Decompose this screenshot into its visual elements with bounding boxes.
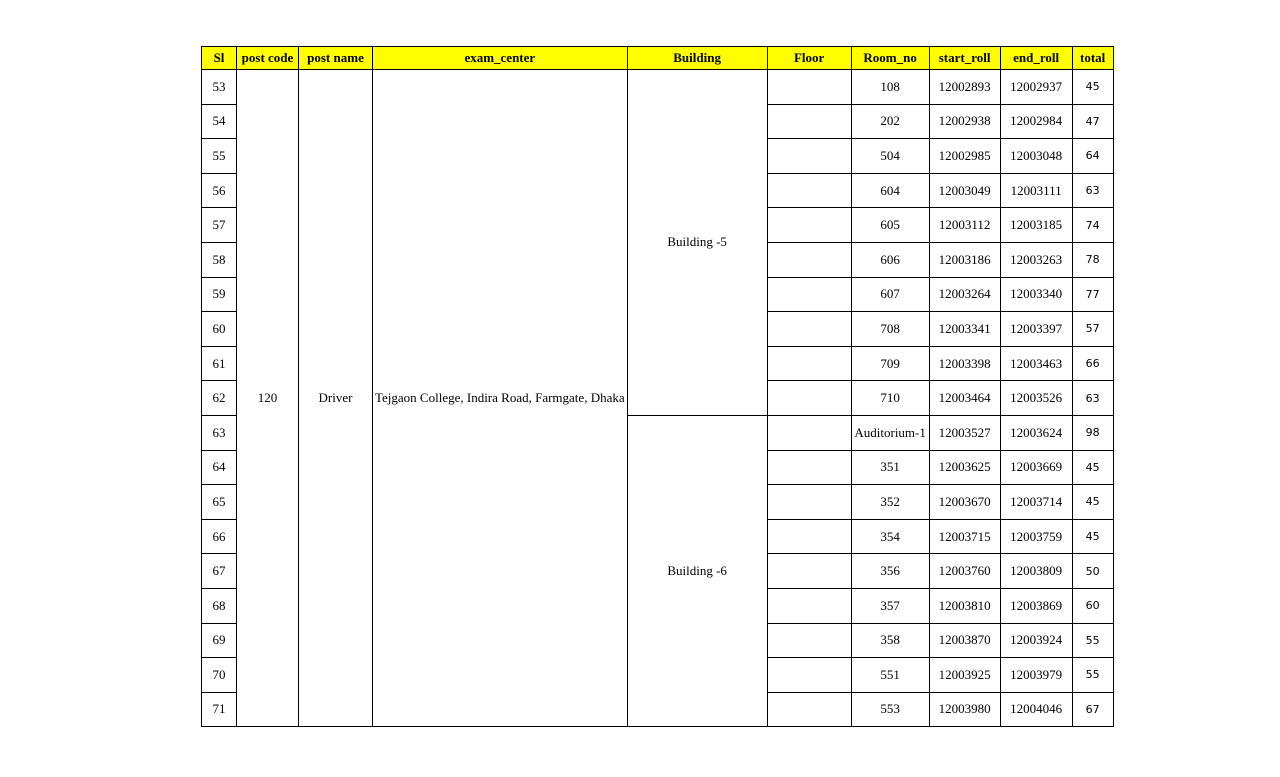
total-cell: 64 xyxy=(1072,139,1113,174)
floor-cell xyxy=(767,242,851,277)
post-code-cell: 120 xyxy=(237,70,299,727)
start-roll-cell: 12003715 xyxy=(929,519,1000,554)
sl-cell: 61 xyxy=(202,346,237,381)
total-cell: 98 xyxy=(1072,415,1113,450)
end-roll-cell: 12003869 xyxy=(1000,588,1072,623)
header-floor: Floor xyxy=(767,47,851,70)
start-roll-cell: 12003625 xyxy=(929,450,1000,485)
header-end-roll: end_roll xyxy=(1000,47,1072,70)
end-roll-cell: 12003263 xyxy=(1000,242,1072,277)
start-roll-cell: 12003670 xyxy=(929,485,1000,520)
sl-cell: 54 xyxy=(202,104,237,139)
end-roll-cell: 12003809 xyxy=(1000,554,1072,589)
end-roll-cell: 12003463 xyxy=(1000,346,1072,381)
start-roll-cell: 12003464 xyxy=(929,381,1000,416)
start-roll-cell: 12003341 xyxy=(929,312,1000,347)
sl-cell: 62 xyxy=(202,381,237,416)
sl-cell: 69 xyxy=(202,623,237,658)
end-roll-cell: 12003111 xyxy=(1000,173,1072,208)
floor-cell xyxy=(767,588,851,623)
header-post-code: post code xyxy=(237,47,299,70)
start-roll-cell: 12003049 xyxy=(929,173,1000,208)
sl-cell: 71 xyxy=(202,692,237,727)
header-total: total xyxy=(1072,47,1113,70)
room-no-cell: 709 xyxy=(851,346,929,381)
room-no-cell: 351 xyxy=(851,450,929,485)
header-room-no: Room_no xyxy=(851,47,929,70)
room-no-cell: 352 xyxy=(851,485,929,520)
header-row xyxy=(202,47,1114,70)
header-start-roll: start_roll xyxy=(929,47,1000,70)
start-roll-cell: 12003760 xyxy=(929,554,1000,589)
room-no-cell: 604 xyxy=(851,173,929,208)
sl-cell: 70 xyxy=(202,658,237,693)
end-roll-cell: 12003340 xyxy=(1000,277,1072,312)
floor-cell xyxy=(767,70,851,105)
start-roll-cell: 12003925 xyxy=(929,658,1000,693)
start-roll-cell: 12003527 xyxy=(929,415,1000,450)
total-cell: 67 xyxy=(1072,692,1113,727)
start-roll-cell: 12003264 xyxy=(929,277,1000,312)
room-no-cell: 708 xyxy=(851,312,929,347)
header-building: Building xyxy=(627,47,767,70)
table-body xyxy=(202,70,1114,727)
total-cell: 63 xyxy=(1072,173,1113,208)
room-no-cell: Auditorium-1 xyxy=(851,415,929,450)
end-roll-cell: 12003714 xyxy=(1000,485,1072,520)
building-cell: Building -6 xyxy=(627,415,767,726)
start-roll-cell: 12002938 xyxy=(929,104,1000,139)
sl-cell: 64 xyxy=(202,450,237,485)
sl-cell: 60 xyxy=(202,312,237,347)
room-no-cell: 354 xyxy=(851,519,929,554)
total-cell: 45 xyxy=(1072,485,1113,520)
sl-cell: 58 xyxy=(202,242,237,277)
total-cell: 45 xyxy=(1072,450,1113,485)
floor-cell xyxy=(767,658,851,693)
floor-cell xyxy=(767,277,851,312)
start-roll-cell: 12003186 xyxy=(929,242,1000,277)
sl-cell: 63 xyxy=(202,415,237,450)
end-roll-cell: 12003924 xyxy=(1000,623,1072,658)
floor-cell xyxy=(767,346,851,381)
start-roll-cell: 12003112 xyxy=(929,208,1000,243)
total-cell: 47 xyxy=(1072,104,1113,139)
sl-cell: 68 xyxy=(202,588,237,623)
total-cell: 63 xyxy=(1072,381,1113,416)
floor-cell xyxy=(767,104,851,139)
end-roll-cell: 12002937 xyxy=(1000,70,1072,105)
end-roll-cell: 12002984 xyxy=(1000,104,1072,139)
room-no-cell: 710 xyxy=(851,381,929,416)
end-roll-cell: 12003185 xyxy=(1000,208,1072,243)
total-cell: 77 xyxy=(1072,277,1113,312)
header-sl: Sl xyxy=(202,47,237,70)
start-roll-cell: 12002985 xyxy=(929,139,1000,174)
total-cell: 78 xyxy=(1072,242,1113,277)
total-cell: 74 xyxy=(1072,208,1113,243)
sl-cell: 57 xyxy=(202,208,237,243)
sl-cell: 67 xyxy=(202,554,237,589)
sl-cell: 56 xyxy=(202,173,237,208)
end-roll-cell: 12003048 xyxy=(1000,139,1072,174)
seat-plan-table xyxy=(201,46,1114,727)
end-roll-cell: 12003526 xyxy=(1000,381,1072,416)
total-cell: 66 xyxy=(1072,346,1113,381)
room-no-cell: 607 xyxy=(851,277,929,312)
end-roll-cell: 12003624 xyxy=(1000,415,1072,450)
table-row xyxy=(202,70,1114,105)
room-no-cell: 358 xyxy=(851,623,929,658)
floor-cell xyxy=(767,139,851,174)
start-roll-cell: 12003980 xyxy=(929,692,1000,727)
floor-cell xyxy=(767,554,851,589)
sl-cell: 55 xyxy=(202,139,237,174)
end-roll-cell: 12004046 xyxy=(1000,692,1072,727)
total-cell: 55 xyxy=(1072,623,1113,658)
end-roll-cell: 12003759 xyxy=(1000,519,1072,554)
sl-cell: 53 xyxy=(202,70,237,105)
post-name-cell: Driver xyxy=(299,70,373,727)
total-cell: 57 xyxy=(1072,312,1113,347)
floor-cell xyxy=(767,381,851,416)
floor-cell xyxy=(767,415,851,450)
end-roll-cell: 12003979 xyxy=(1000,658,1072,693)
floor-cell xyxy=(767,485,851,520)
total-cell: 45 xyxy=(1072,519,1113,554)
start-roll-cell: 12002893 xyxy=(929,70,1000,105)
exam-center-cell: Tejgaon College, Indira Road, Farmgate, Dhaka xyxy=(373,70,628,727)
room-no-cell: 202 xyxy=(851,104,929,139)
end-roll-cell: 12003397 xyxy=(1000,312,1072,347)
floor-cell xyxy=(767,519,851,554)
floor-cell xyxy=(767,692,851,727)
total-cell: 55 xyxy=(1072,658,1113,693)
room-no-cell: 606 xyxy=(851,242,929,277)
header-post-name: post name xyxy=(299,47,373,70)
total-cell: 50 xyxy=(1072,554,1113,589)
room-no-cell: 553 xyxy=(851,692,929,727)
room-no-cell: 357 xyxy=(851,588,929,623)
room-no-cell: 551 xyxy=(851,658,929,693)
start-roll-cell: 12003870 xyxy=(929,623,1000,658)
room-no-cell: 356 xyxy=(851,554,929,589)
floor-cell xyxy=(767,312,851,347)
room-no-cell: 504 xyxy=(851,139,929,174)
header-exam-center: exam_center xyxy=(373,47,628,70)
start-roll-cell: 12003810 xyxy=(929,588,1000,623)
start-roll-cell: 12003398 xyxy=(929,346,1000,381)
sl-cell: 59 xyxy=(202,277,237,312)
building-cell: Building -5 xyxy=(627,70,767,416)
end-roll-cell: 12003669 xyxy=(1000,450,1072,485)
floor-cell xyxy=(767,450,851,485)
floor-cell xyxy=(767,173,851,208)
room-no-cell: 108 xyxy=(851,70,929,105)
sl-cell: 65 xyxy=(202,485,237,520)
total-cell: 45 xyxy=(1072,70,1113,105)
sl-cell: 66 xyxy=(202,519,237,554)
floor-cell xyxy=(767,623,851,658)
room-no-cell: 605 xyxy=(851,208,929,243)
floor-cell xyxy=(767,208,851,243)
total-cell: 60 xyxy=(1072,588,1113,623)
